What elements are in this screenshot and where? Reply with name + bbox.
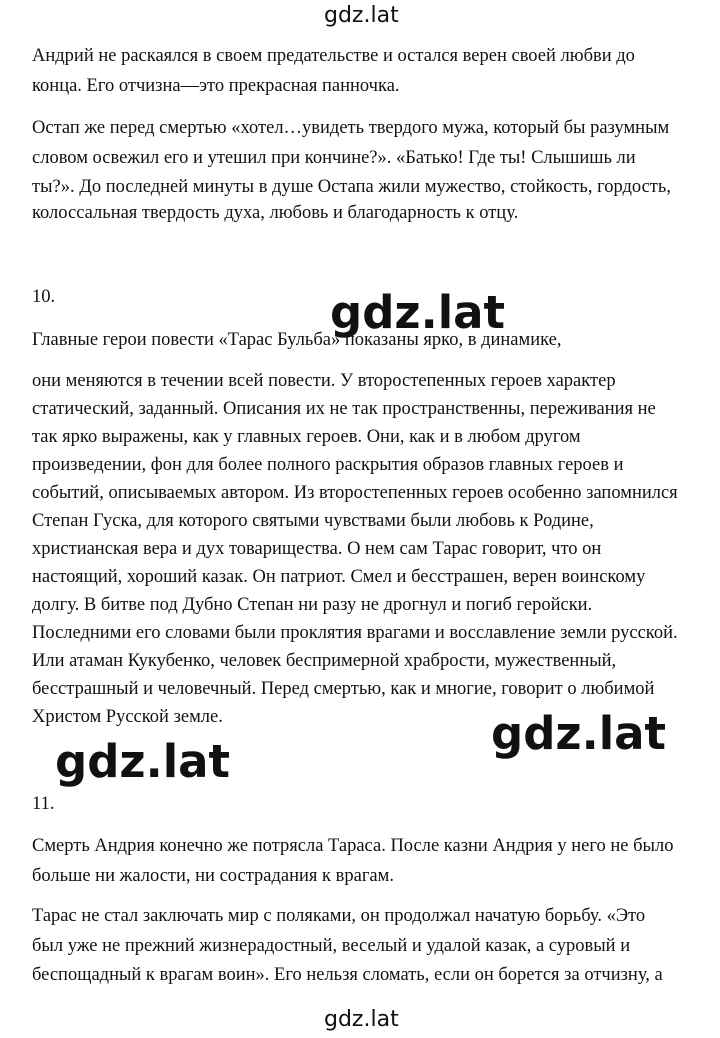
section-number: 10. bbox=[32, 287, 56, 307]
text-line: событий, описываемых автором. Из второстепенных героев особенно запомнился bbox=[32, 483, 678, 503]
text-line: колоссальная твердость духа, любовь и благодарность к отцу. bbox=[32, 203, 519, 223]
text-line: они меняются в течении всей повести. У второстепенных героев характер bbox=[32, 371, 616, 391]
text-line: больше ни жалости, ни сострадания к врагам. bbox=[32, 866, 394, 886]
text-line: Андрий не раскаялся в своем предательстве и остался верен своей любви до bbox=[32, 46, 635, 66]
text-line: так ярко выражены, как у главных героев. Они, как и в любом другом bbox=[32, 427, 581, 447]
text-line: Тарас не стал заключать мир с поляками, он продолжал начатую борьбу. «Это bbox=[32, 906, 646, 926]
text-line: произведении, фон для более полного раскрытия образов главных героев и bbox=[32, 455, 624, 475]
text-line: Христом Русской земле. bbox=[32, 707, 223, 727]
watermark-right: gdz.lat bbox=[491, 707, 667, 760]
watermark-bottom: gdz.lat bbox=[324, 1007, 399, 1032]
watermark-left: gdz.lat bbox=[55, 735, 231, 788]
watermark-center: gdz.lat bbox=[330, 286, 506, 339]
text-line: Остап же перед смертью «хотел…увидеть твердого мужа, который бы разумным bbox=[32, 118, 670, 138]
text-line: Или атаман Кукубенко, человек беспримерной храбрости, мужественный, bbox=[32, 651, 617, 671]
text-line: Степан Гуска, для которого святыми чувствами были любовь к Родине, bbox=[32, 511, 594, 531]
text-line: Смерть Андрия конечно же потрясла Тараса. После казни Андрия у него не было bbox=[32, 836, 674, 856]
text-line: ты?». До последней минуты в душе Остапа жили мужество, стойкость, гордость, bbox=[32, 177, 671, 197]
text-line: долгу. В битве под Дубно Степан ни разу не дрогнул и погиб геройски. bbox=[32, 595, 593, 615]
text-line: настоящий, хороший казак. Он патриот. Смел и бесстрашен, верен воинскому bbox=[32, 567, 646, 587]
text-line: был уже не прежний жизнерадостный, веселый и удалой казак, а суровый и bbox=[32, 936, 631, 956]
watermark-top: gdz.lat bbox=[324, 3, 399, 28]
text-line: беспощадный к врагам воин». Его нельзя сломать, если он борется за отчизну, а bbox=[32, 965, 663, 985]
text-line: словом освежил его и утешил при кончине?». «Батько! Где ты! Слышишь ли bbox=[32, 148, 636, 168]
text-line: бесстрашный и человечный. Перед смертью, как и многие, говорит о любимой bbox=[32, 679, 655, 699]
text-line: статический, заданный. Описания их не так пространственны, переживания не bbox=[32, 399, 656, 419]
text-line: Последними его словами были проклятия врагами и восславление земли русской. bbox=[32, 623, 678, 643]
text-line: конца. Его отчизна—это прекрасная панночка. bbox=[32, 76, 400, 96]
section-number: 11. bbox=[32, 794, 55, 814]
text-line: Главные герои повести «Тарас Бульба» показаны ярко, в динамике, bbox=[32, 330, 562, 350]
text-line: христианская вера и дух товарищества. О нем сам Тарас говорит, что он bbox=[32, 539, 602, 559]
